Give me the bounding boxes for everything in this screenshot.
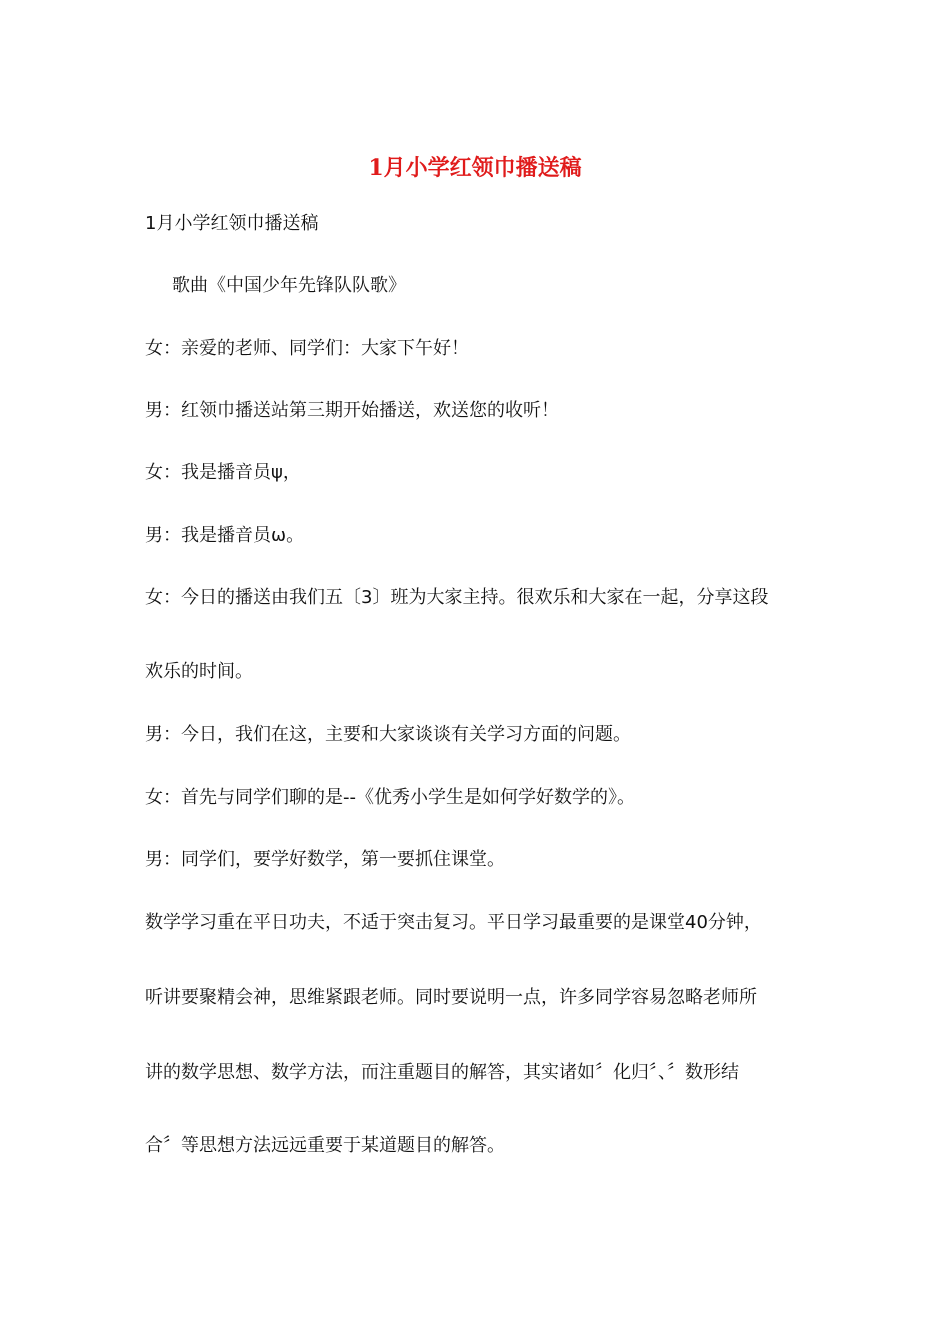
body-paragraph-line: 听讲要聚精会神，思维紧跟老师。同时要说明一点，许多同学容易忽略老师所: [145, 987, 757, 1008]
dialogue-line: 男：我是播音员ω。: [145, 525, 305, 546]
body-paragraph-line: 数学学习重在平日功夫，不适于突击复习。平日学习最重要的是课堂40分钟，: [145, 912, 762, 933]
subtitle-line: 1月小学红领巾播送稿: [145, 213, 319, 234]
dialogue-line: 女：首先与同学们聊的是--《优秀小学生是如何学好数学的》。: [145, 787, 635, 808]
dialogue-line: 男：红领巾播送站第三期开始播送，欢送您的收听！: [145, 400, 559, 421]
dialogue-line: 女：我是播音员ψ，: [145, 462, 301, 483]
body-paragraph-line: 合〞等思想方法远远重要于某道题目的解答。: [145, 1135, 505, 1156]
body-paragraph-line: 讲的数学思想、数学方法，而注重题目的解答，其实诸如〞化归〞、〞数形结: [145, 1062, 739, 1083]
dialogue-line: 女：亲爱的老师、同学们：大家下午好！: [145, 338, 469, 359]
song-line: 歌曲《中国少年先锋队队歌》: [172, 275, 406, 296]
dialogue-line-continued: 欢乐的时间。: [145, 661, 253, 682]
dialogue-line: 女：今日的播送由我们五〔3〕班为大家主持。很欢乐和大家在一起，分享这段: [145, 587, 769, 608]
dialogue-line: 男：今日，我们在这，主要和大家谈谈有关学习方面的问题。: [145, 724, 631, 745]
dialogue-line: 男：同学们，要学好数学，第一要抓住课堂。: [145, 849, 505, 870]
document-title: 1月小学红领巾播送稿: [368, 155, 582, 181]
